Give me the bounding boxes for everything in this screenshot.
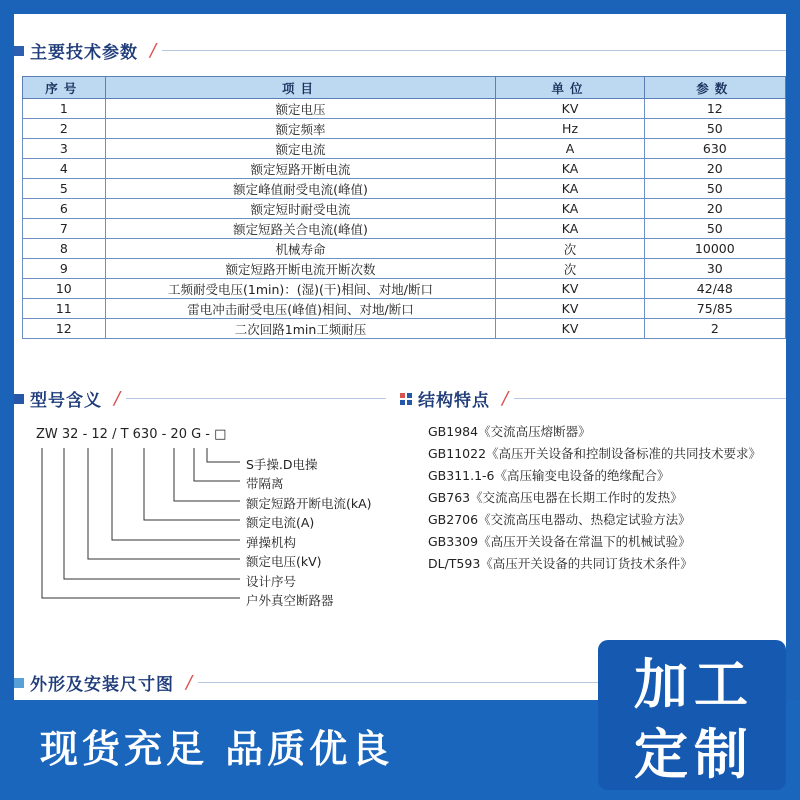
cell-unit: KA [496,199,644,219]
cell-value: 30 [644,259,785,279]
cell-unit: KA [496,159,644,179]
cell-unit: 次 [496,239,644,259]
cell-value: 20 [644,159,785,179]
dims-section-title: 外形及安装尺寸图 [30,675,174,695]
cell-index: 7 [23,219,106,239]
section-marker-icon [14,678,24,688]
cell-unit: Hz [496,119,644,139]
cell-value: 50 [644,119,785,139]
slash-decoration-icon: / [502,388,509,409]
slash-decoration-icon: / [150,40,157,61]
grid-marker-icon [400,393,412,405]
standard-item: DL/T593《高压开关设备的共同订货技术条件》 [428,556,693,571]
promo-banner-text: 现货充足 品质优良 [40,727,394,771]
col-header-item: 项目 [105,77,496,99]
cell-index: 1 [23,99,106,119]
model-legend-item: S手操.D电操 [246,457,318,472]
cell-item: 工频耐受电压(1min)：(湿)(干)相间、对地/断口 [105,279,496,299]
cell-index: 2 [23,119,106,139]
cell-item: 额定峰值耐受电流(峰值) [105,179,496,199]
cell-value: 630 [644,139,785,159]
model-legend-item: 户外真空断路器 [246,593,334,608]
cell-unit: KA [496,219,644,239]
cell-unit: KV [496,279,644,299]
cell-item: 额定短时耐受电流 [105,199,496,219]
model-legend-item: 带隔离 [246,476,284,491]
cell-item: 雷电冲击耐受电压(峰值)相间、对地/断口 [105,299,496,319]
cell-item: 额定频率 [105,119,496,139]
cell-unit: KV [496,319,644,339]
cell-unit: KV [496,99,644,119]
cell-value: 10000 [644,239,785,259]
cell-unit: KA [496,179,644,199]
model-code: ZW 32 - 12 / T 630 - 20 G - □ [36,427,227,442]
model-legend-item: 额定短路开断电流(kA) [246,496,372,511]
cell-index: 12 [23,319,106,339]
cell-item: 额定电流 [105,139,496,159]
cell-unit: KV [496,299,644,319]
cell-index: 11 [23,299,106,319]
cell-index: 9 [23,259,106,279]
model-section-title: 型号含义 [30,391,102,411]
slash-decoration-icon: / [114,388,121,409]
cell-value: 2 [644,319,785,339]
cell-value: 12 [644,99,785,119]
cell-index: 5 [23,179,106,199]
col-header-unit: 单位 [496,77,644,99]
standard-item: GB11022《高压开关设备和控制设备标准的共同技术要求》 [428,446,762,461]
badge-line-1: 加工 [634,653,754,716]
standard-item: GB3309《高压开关设备在常温下的机械试验》 [428,534,691,549]
standard-item: GB763《交流高压电器在长期工作时的发热》 [428,490,683,505]
cell-value: 20 [644,199,785,219]
params-section-title: 主要技术参数 [30,43,138,63]
cell-value: 75/85 [644,299,785,319]
model-legend-item: 额定电流(A) [246,515,315,530]
cell-index: 4 [23,159,106,179]
cell-item: 额定短路开断电流 [105,159,496,179]
cell-index: 6 [23,199,106,219]
cell-index: 3 [23,139,106,159]
model-legend-item: 设计序号 [246,574,297,589]
structure-section-title: 结构特点 [418,391,490,411]
model-legend-item: 弹操机构 [246,535,297,550]
cell-item: 二次回路1min工频耐压 [105,319,496,339]
cell-item: 额定电压 [105,99,496,119]
standard-item: GB2706《交流高压电器动、热稳定试验方法》 [428,512,691,527]
model-leader-lines [14,14,394,634]
col-header-value: 参数 [644,77,785,99]
cell-item: 机械寿命 [105,239,496,259]
cell-index: 10 [23,279,106,299]
cell-index: 8 [23,239,106,259]
structure-section-header [400,386,786,411]
cell-unit: A [496,139,644,159]
standard-item: GB311.1-6《高压输变电设备的绝缘配合》 [428,468,670,483]
cell-value: 50 [644,219,785,239]
col-header-index: 序号 [23,77,106,99]
cell-value: 50 [644,179,785,199]
cell-value: 42/48 [644,279,785,299]
badge-line-2: 定制 [634,723,754,786]
spec-sheet [14,14,786,700]
cell-item: 额定短路开断电流开断次数 [105,259,496,279]
standard-item: GB1984《交流高压熔断器》 [428,424,591,439]
cell-item: 额定短路关合电流(峰值) [105,219,496,239]
model-legend-item: 额定电压(kV) [246,554,322,569]
cell-unit: 次 [496,259,644,279]
divider [514,398,786,399]
slash-decoration-icon: / [186,672,193,693]
